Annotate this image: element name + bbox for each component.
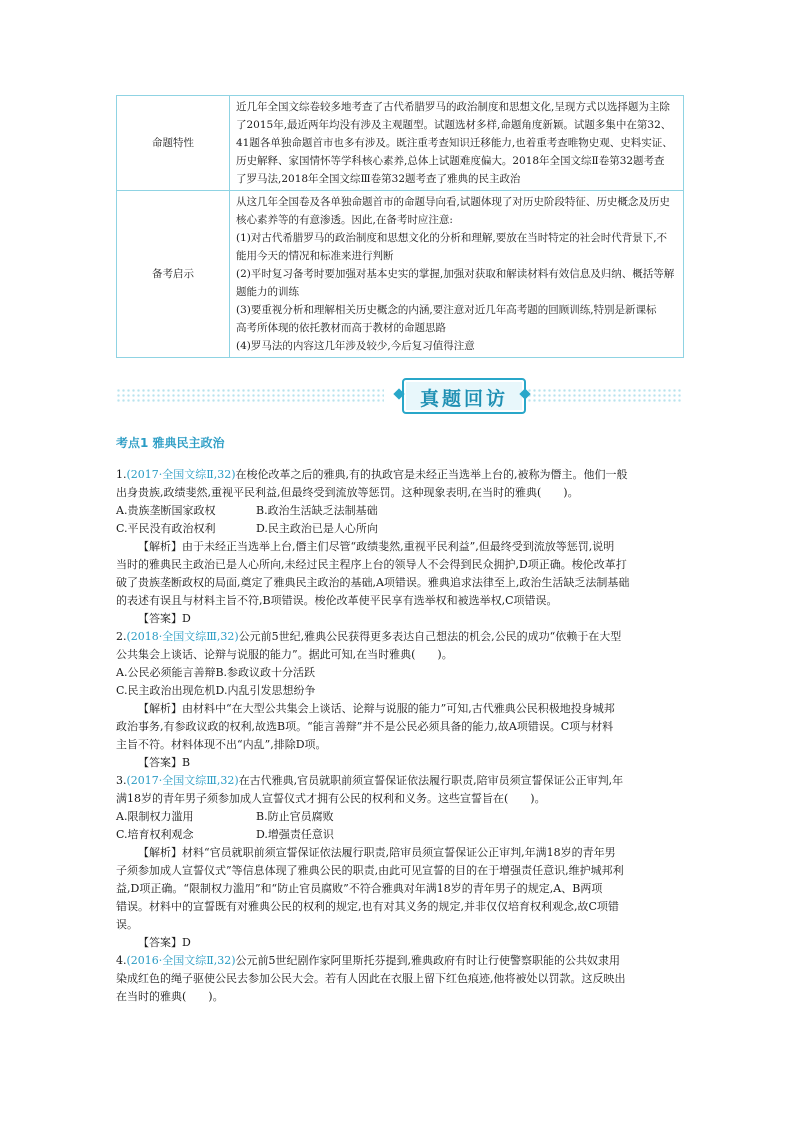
analysis-line: 【解析】由于未经正当选举上台,僭主们尽管“政绩斐然,重视平民利益”,但最终受到流放等惩罚,说明 [138,540,615,553]
stem-line: 在古代雅典,官员就职前须宣誓保证依法履行职责,陪审员须宣誓保证公正审判,年 [238,774,624,787]
question-2 [116,628,684,772]
question-number: 4. [116,954,127,967]
option-b: B.政治生活缺乏法制基础 [256,504,378,517]
exam-info-table [116,95,684,358]
question-source: (2017·全国文综Ⅲ,32) [126,774,239,787]
option-a: A.公民必须能言善辩 [116,666,216,679]
text-line: 41题各单独命题首市也多有涉及。既注重考查知识迁移能力,也着重考查唯物史观、史料实证、 [236,137,673,149]
question-source: (2018·全国文综Ⅲ,32) [126,630,239,643]
text-line: (1)对古代希腊罗马的政治制度和思想文化的分析和理解,要放在当时特定的社会时代背景下,不 [236,232,668,244]
stem-line: 公元前5世纪剧作家阿里斯托芬提到,雅典政府有时让行使警察职能的公共奴隶用 [235,954,621,967]
banner-title: 真题回访 [419,388,508,410]
options [116,502,684,520]
text-line: 能用今天的情况和标准来进行判断 [236,250,394,262]
question-stem [116,952,684,970]
row-label: 备考启示 [117,191,230,358]
table-row [117,96,684,191]
answer: 【答案】B [138,756,191,769]
question-number: 1. [116,468,127,481]
analysis-line: 错误。材料中的宣誓既有对雅典公民的权利的规定,也有对其义务的规定,并非仅仅培育权利观念,故C项错 [116,900,619,913]
option-c: C.培育权利观念 [116,828,194,841]
table-row [117,191,684,358]
stem-line: 在梭伦改革之后的雅典,有的执政官是未经正当选举上台的,被称为僭主。他们一般 [235,468,628,481]
options [116,664,684,682]
dotted-band-right [522,388,682,404]
text-line: 题能力的训练 [236,286,299,298]
question-source: (2017·全国文综Ⅱ,32) [126,468,236,481]
option-d: D.增强责任意识 [256,828,334,841]
stem-line: 公共集会上谈话、论辩与说服的能力”。据此可知,在当时雅典( )。 [116,648,453,661]
answer: 【答案】D [138,612,191,625]
text-line: 历史解释、家国情怀等学科核心素养,总体上试题难度偏大。2018年全国文综Ⅱ卷第32题考查 [236,155,665,167]
text-line: 近几年全国文综卷较多地考查了古代希腊罗马的政治制度和思想文化,呈现方式以选择题为主除 [236,101,670,113]
stem-line: 公元前5世纪,雅典公民获得更多表达自己想法的机会,公民的成功“依赖于在大型 [238,630,622,643]
row-body [230,191,684,358]
options [116,520,684,538]
answer: 【答案】D [138,936,191,949]
options [116,826,684,844]
analysis-line: 当时的雅典民主政治已是人心所向,未经过民主程序上台的领导人不会得到民众拥护,D项正确。梭伦改革打 [116,558,627,571]
option-d: D.内乱引发思想纷争 [215,684,316,697]
text-line: 从这几年全国卷及各单独命题首市的命题导向看,试题体现了对历史阶段特征、历史概念及历史 [236,196,670,208]
options [116,682,684,700]
question-1 [116,466,684,628]
stem-line: 染成红色的绳子驱使公民去参加公民大会。若有人因此在衣服上留下红色痕迹,他将被处以罚款。这反映出 [116,972,626,985]
stem-line: 出身贵族,政绩斐然,重视平民利益,但最终受到流放等惩罚。这种现象表明,在当时的雅典( )。 [116,486,579,499]
analysis-line: 政治事务,有参政议政的权利,故选B项。“能言善辩”并不是公民必须具备的能力,故A项错误。C项与材料 [116,720,614,733]
option-d: D.民主政治已是人心所向 [256,522,378,535]
question-stem [116,772,684,790]
text-line: 高考所体现的依托教材而高于教材的命题思路 [236,322,446,334]
section-heading: 考点1 雅典民主政治 [116,436,225,450]
option-a: A.贵族垄断国家政权 [116,504,216,517]
stem-line: 满18岁的青年男子须参加成人宣誓仪式才拥有公民的权利和义务。这些宣誓旨在( )。 [116,792,546,805]
text-line: 核心素养等的有意渗透。因此,在备考时应注意: [236,214,453,226]
analysis-line: 主旨不符。材料体现不出“内乱”,排除D项。 [116,738,327,751]
option-b: B.参政议政十分活跃 [215,666,316,679]
question-4 [116,952,684,1006]
text-line: (4)罗马法的内容这几年涉及较少,今后复习值得注意 [236,340,475,352]
analysis-line: 益,D项正确。“限制权力滥用”和“防止官员腐败”不符合雅典对年满18岁的青年男子的规定,A、B两项 [116,882,603,895]
text-line: (2)平时复习备考时要加强对基本史实的掌握,加强对获取和解读材料有效信息及归纳、概括等解 [236,268,675,280]
analysis-line: 子须参加成人宣誓仪式”等信息体现了雅典公民的职责,由此可见宣誓的目的在于增强责任意识,维护城邦利 [116,864,624,877]
option-a: A.限制权力滥用 [116,810,194,823]
analysis-line: 的表述有误且与材料主旨不符,B项错误。梭伦改革使平民享有选举权和被选举权,C项错误。 [116,594,558,607]
analysis-line: 误。 [116,918,138,931]
question-3 [116,772,684,952]
section-banner [116,376,682,414]
dotted-band-left [116,388,384,404]
analysis-line: 【解析】材料“官员就职前须宣誓保证依法履行职责,陪审员须宣誓保证公正审判,年满18岁的青年男 [138,846,616,859]
question-list [116,466,684,1006]
banner-title-box [402,378,526,414]
question-stem [116,466,684,484]
question-source: (2016·全国文综Ⅱ,32) [126,954,236,967]
option-c: C.民主政治出现危机 [116,684,216,697]
options [116,808,684,826]
question-number: 3. [116,774,127,787]
text-line: (3)要重视分析和理解相关历史概念的内涵,要注意对近几年高考题的回顾训练,特别是新课标 [236,304,657,316]
analysis-line: 破了贵族垄断政权的局面,奠定了雅典民主政治的基础,A项错误。雅典追求法律至上,政治生活缺乏法制基础 [116,576,630,589]
question-stem [116,628,684,646]
row-label: 命题特性 [117,96,230,191]
text-line: 了罗马法,2018年全国文综Ⅲ卷第32题考查了雅典的民主政治 [236,173,521,185]
option-b: B.防止官员腐败 [256,810,334,823]
option-c: C.平民没有政治权利 [116,522,216,535]
row-body [230,96,684,191]
stem-line: 在当时的雅典( )。 [116,990,224,1003]
question-number: 2. [116,630,127,643]
text-line: 了2015年,最近两年均没有涉及主观题型。试题选材多样,命题角度新颖。试题多集中在第32、 [236,119,672,131]
analysis-line: 【解析】由材料中“在大型公共集会上谈话、论辩与说服的能力”可知,古代雅典公民积极地投身城邦 [138,702,615,715]
